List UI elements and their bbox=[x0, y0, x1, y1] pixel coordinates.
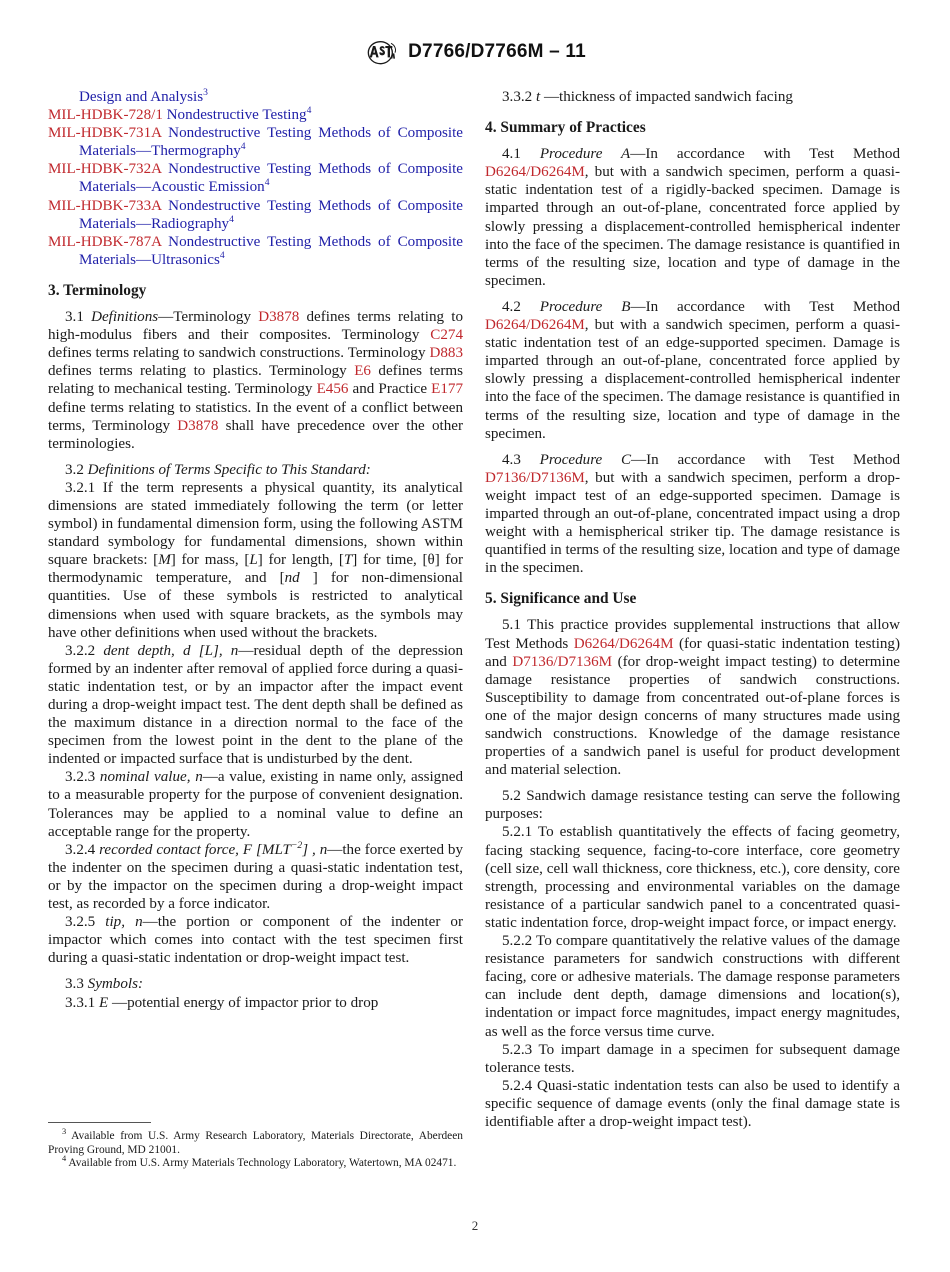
paragraph-3-3-2: 3.3.2 t —thickness of impacted sandwich facing bbox=[502, 89, 793, 105]
paragraph-lead-term: Procedure C bbox=[539, 451, 632, 468]
section-heading-significance-and-use: 5. Significance and Use bbox=[485, 590, 637, 608]
paragraph-number: 4.1 bbox=[502, 146, 521, 163]
paragraph-3-2 bbox=[48, 461, 463, 479]
paragraph-number: 3.2.1 bbox=[65, 479, 96, 496]
paragraph-number: 5.2.2 bbox=[502, 933, 533, 950]
paragraph-5-2-2: 5.2.2 To compare quantitatively the relative values of the damage resistance parameters for sandwich constructions with different facing, core or adhesive materials. The damage response parameters can include dent depth, damage dimensions and location(s), indentation or impact force magnitudes, impact energy magnitudes, as well as the force versus time curve. bbox=[485, 933, 900, 1040]
reference-item bbox=[48, 124, 463, 160]
paragraph-lead-term: Definitions of Terms Specific to This Standard: bbox=[87, 461, 371, 478]
standard-reference: E456 bbox=[316, 381, 349, 398]
paragraph-lead-term: tip, n bbox=[105, 914, 143, 931]
footnote-4 bbox=[48, 1154, 463, 1171]
reference-item bbox=[48, 233, 463, 269]
standard-designation: D7766/D7766M – 11 bbox=[408, 41, 586, 62]
footnote-marker: 4 bbox=[264, 177, 270, 189]
referenced-documents-list bbox=[48, 88, 463, 269]
footnote-marker: 3 bbox=[203, 86, 208, 98]
paragraph-number: 3.3 bbox=[65, 976, 84, 993]
paragraph-number: 4.2 bbox=[502, 298, 521, 315]
standard-reference: C274 bbox=[430, 327, 463, 344]
standard-reference: E6 bbox=[354, 363, 371, 380]
reference-number: MIL-HDBK-731A bbox=[48, 125, 162, 142]
left-column bbox=[48, 88, 463, 1012]
reference-number: MIL-HDBK-733A bbox=[48, 197, 162, 214]
paragraph-3-2-2: 3.2.2 dent depth, d [L], n—residual depth of the depression formed by an indenter after removal of applied force during a quasi-static indentation test, or by an impactor after the impact event during a drop-weight impact test. The dent depth shall be defined as the maximum distance in a direction normal to the face of the specimen from the lowest point in the dent to the plane of the indented or impacted surface that is undisturbed by the dent. bbox=[48, 642, 463, 768]
footnote-marker: 4 bbox=[229, 213, 234, 225]
paragraph-3-1: 3.1 Definitions—Terminology D3878 defines terms relating to high-modulus fibers and their composites. Terminology C274 defines terms relating to sandwich constructions. Terminology D883 defines terms relating to plastics. Terminology E6 defines terms relating to mechanical testing. Terminology E456 and Practice E177 define terms relating to statistics. In the event of a conflict between terms, Terminology D3878 shall have precedence over the other terminologies. bbox=[48, 309, 464, 452]
right-column bbox=[485, 88, 900, 1131]
paragraph-number: 5.2 bbox=[502, 788, 521, 805]
paragraph-4-3: 4.3 Procedure C—In accordance with Test Method D7136/D7136M, but with a sandwich specimen, perform a drop-weight impact test of an edge-supported specimen. Damage is imparted through an out-of-plane, concentrated impact using a drop weight with a hemispherical striker tip. The damage resistance is quantified in terms of the resulting size, location and type of damage in the specimen. bbox=[485, 451, 900, 577]
reference-number: MIL-HDBK-732A bbox=[48, 161, 162, 178]
paragraph-5-2-4: 5.2.4 Quasi-static indentation tests can also be used to identify a specific sequence of damage events (only the final damage state is identifiable after a drop-weight impact test). bbox=[485, 1077, 900, 1130]
paragraph-lead-term: Symbols: bbox=[87, 976, 143, 993]
dimension-symbol: nd bbox=[284, 570, 300, 587]
paragraph-3-3-1: 3.3.1 E —potential energy of impactor prior to drop bbox=[65, 994, 379, 1011]
paragraph-4-1: 4.1 Procedure A—In accordance with Test Method D6264/D6264M, but with a sandwich specimen, perform a quasi-static indentation test of a rigidly-backed specimen. Damage is imparted through an out-of-plane, concentrated force applied by slowly pressing a displacement-controlled hemispherical indenter into the face of the specimen. The damage resistance is quantified in terms of the resulting size, location and type of damage in the specimen. bbox=[485, 146, 900, 289]
footnote-marker: 4 bbox=[219, 249, 225, 261]
paragraph-5-1: 5.1 This practice provides supplemental instructions that allow Test Methods D6264/D6264M (for quasi-static indentation testing) and D7136/D7136M (for drop-weight impact testing) to determine damage resistance properties of sandwich constructions. Susceptibility to damage from concentrated out-of-plane forces is one of the major design concerns of many structures made using sandwich constructions. Knowledge of the damage resistance properties of a sandwich panel is useful for product development and material selection. bbox=[485, 617, 901, 779]
footnote-marker: 4 bbox=[62, 1154, 67, 1164]
paragraph-number: 5.1 bbox=[502, 617, 521, 634]
two-column-body bbox=[0, 88, 950, 1218]
paragraph-number: 3.1 bbox=[65, 309, 84, 326]
standard-reference: D6264/D6264M bbox=[485, 317, 585, 334]
footnote-separator-rule bbox=[48, 1122, 151, 1123]
footnote-3 bbox=[48, 1127, 463, 1157]
paragraph-number: 3.2.4 bbox=[65, 841, 96, 858]
standard-reference: D7136/D7136M bbox=[485, 469, 585, 486]
reference-title: Design and Analysis bbox=[79, 89, 204, 105]
paragraph-5-2-3: 5.2.3 To impart damage in a specimen for subsequent damage tolerance tests. bbox=[485, 1041, 900, 1076]
paragraph-lead-term: dent depth, d [L], n bbox=[103, 642, 239, 659]
paragraph-lead-term: Procedure A bbox=[539, 146, 631, 163]
reference-title-cont: Composite Materials—Ultrasonics bbox=[79, 233, 463, 268]
reference-title: Nondestructive Testing Methods of bbox=[168, 161, 391, 178]
footnote-marker: 3 bbox=[62, 1127, 67, 1137]
standard-reference: D3878 bbox=[177, 417, 219, 434]
reference-title-cont: Composite Materials—Thermography bbox=[79, 125, 463, 160]
paragraph-3-2-3: 3.2.3 nominal value, n—a value, existing in name only, assigned to a measurable property for the purpose of convenient designation. Tolerances may be applied to a nominal value to define an acceptable range for the property. bbox=[48, 769, 463, 840]
exponent: −2 bbox=[290, 839, 303, 851]
paragraph-3-3 bbox=[48, 975, 463, 993]
standard-reference: D6264/D6264M bbox=[485, 164, 585, 181]
paragraph-number: 4.3 bbox=[502, 451, 521, 468]
reference-item bbox=[48, 106, 463, 124]
symbol-E: E bbox=[98, 994, 109, 1011]
reference-item bbox=[48, 160, 463, 196]
footnote-text: Available from U.S. Army Research Laboratory, Materials Directorate, Aberdeen Proving Ground, MD 21001. bbox=[48, 1130, 463, 1156]
paragraph-lead-term: recorded contact force, F [MLT bbox=[99, 841, 291, 858]
dimension-symbol: T bbox=[343, 552, 353, 569]
paragraph-number: 3.3.1 bbox=[65, 994, 96, 1011]
reference-title: Nondestructive Testing bbox=[166, 107, 307, 124]
paragraph-5-2-1: 5.2.1 To establish quantitatively the effects of facing geometry, facing stacking sequence, facing-to-core interface, core geometry (cell size, cell wall thickness, core thickness, etc.), core density, core strength, processing and environmental variables on the damage resistance of a particular sandwich panel to a concentrated quasi-static indentation force, drop-weight impact force, or impact energy. bbox=[485, 824, 900, 931]
paragraph-5-2: 5.2 Sandwich damage resistance testing can serve the following purposes: bbox=[485, 788, 900, 823]
paragraph-number: 3.2 bbox=[65, 461, 84, 478]
footnote-marker: 4 bbox=[306, 105, 312, 117]
paragraph-number: 5.2.1 bbox=[502, 824, 533, 841]
dimension-symbol: L bbox=[249, 552, 258, 569]
dimension-symbol: M bbox=[158, 552, 171, 569]
paragraph-3-2-1: 3.2.1 If the term represents a physical quantity, its analytical dimensions are stated immediately following the term (or letter symbol) in fundamental dimension form, using the following ASTM standard symbology for fundamental dimensions, shown within square brackets: [M] for mass, [L] for length, [T] for time, [θ] for thermodynamic temperature, and [nd ] for non-dimensional quantities. Use of these symbols is restricted to analytical dimensions when used with square brackets, as the symbols may have other definitions when used without the brackets. bbox=[48, 479, 463, 641]
paragraph-number: 5.2.3 bbox=[502, 1041, 533, 1058]
reference-item bbox=[48, 197, 463, 233]
paragraph-3-2-4: 3.2.4 recorded contact force, F $[MLT^{-2}]$ , n—the force exerted by the indenter on the specimen during a quasi-static indentation test, or by the impactor on the specimen during a drop-weight impact test, as recorded by a force indicator. bbox=[48, 839, 464, 913]
paragraph-4-2: 4.2 Procedure B—In accordance with Test Method D6264/D6264M, but with a sandwich specimen, perform a quasi-static indentation test of an edge-supported specimen. Damage is imparted through an out-of-plane, concentrated force applied by slowly pressing a displacement-controlled hemispherical indenter into the face of the specimen. The damage resistance is quantified in terms of the resulting size, location and type of damage in the specimen. bbox=[485, 298, 900, 442]
reference-title: Nondestructive Testing Methods of bbox=[168, 125, 391, 142]
reference-item bbox=[48, 88, 463, 106]
standard-reference: E177 bbox=[431, 381, 464, 398]
paragraph-lead-term: nominal value, n bbox=[99, 769, 203, 786]
paragraph-lead-term-cont: ] , n bbox=[302, 841, 328, 858]
paragraph-3-2-5: 3.2.5 tip, n—the portion or component of the indenter or impactor which comes into contact with the test specimen first during a quasi-static indentation or drop-weight impact test. bbox=[48, 914, 464, 967]
reference-title-cont: Composite Materials—Radiography bbox=[79, 197, 463, 232]
astm-logo bbox=[364, 38, 398, 66]
section-heading-summary-of-practices: 4. Summary of Practices bbox=[485, 119, 646, 137]
paragraph-number: 3.3.2 bbox=[502, 89, 533, 105]
reference-title-cont: Composite Materials—Acoustic Emission bbox=[79, 161, 463, 196]
footnote-marker: 4 bbox=[240, 141, 246, 153]
reference-number: MIL-HDBK-728/1 bbox=[48, 107, 163, 124]
paragraph-lead-term: Procedure B bbox=[539, 298, 631, 315]
reference-title: Nondestructive Testing Methods of bbox=[168, 233, 391, 250]
standard-reference: D7136/D7136M bbox=[512, 653, 613, 670]
page-number: 2 bbox=[471, 1218, 479, 1233]
footnotes-block bbox=[48, 1122, 463, 1171]
page-header bbox=[0, 38, 950, 66]
standard-reference: D883 bbox=[429, 345, 463, 362]
symbol-t: t bbox=[535, 89, 541, 105]
paragraph-lead-term: Definitions bbox=[91, 309, 159, 326]
section-heading-terminology: 3. Terminology bbox=[48, 281, 147, 299]
paragraph-number: 3.2.3 bbox=[65, 769, 96, 786]
footnote-text: Available from U.S. Army Materials Technology Laboratory, Watertown, MA 02471. bbox=[66, 1157, 457, 1170]
paragraph-number: 3.2.5 bbox=[65, 914, 96, 931]
standard-reference: D3878 bbox=[258, 309, 300, 326]
paragraph-number: 5.2.4 bbox=[502, 1077, 533, 1094]
reference-number: MIL-HDBK-787A bbox=[48, 233, 162, 250]
standard-reference: D6264/D6264M bbox=[573, 635, 674, 652]
reference-title: Nondestructive Testing Methods of bbox=[168, 197, 391, 214]
paragraph-number: 3.2.2 bbox=[65, 642, 96, 659]
